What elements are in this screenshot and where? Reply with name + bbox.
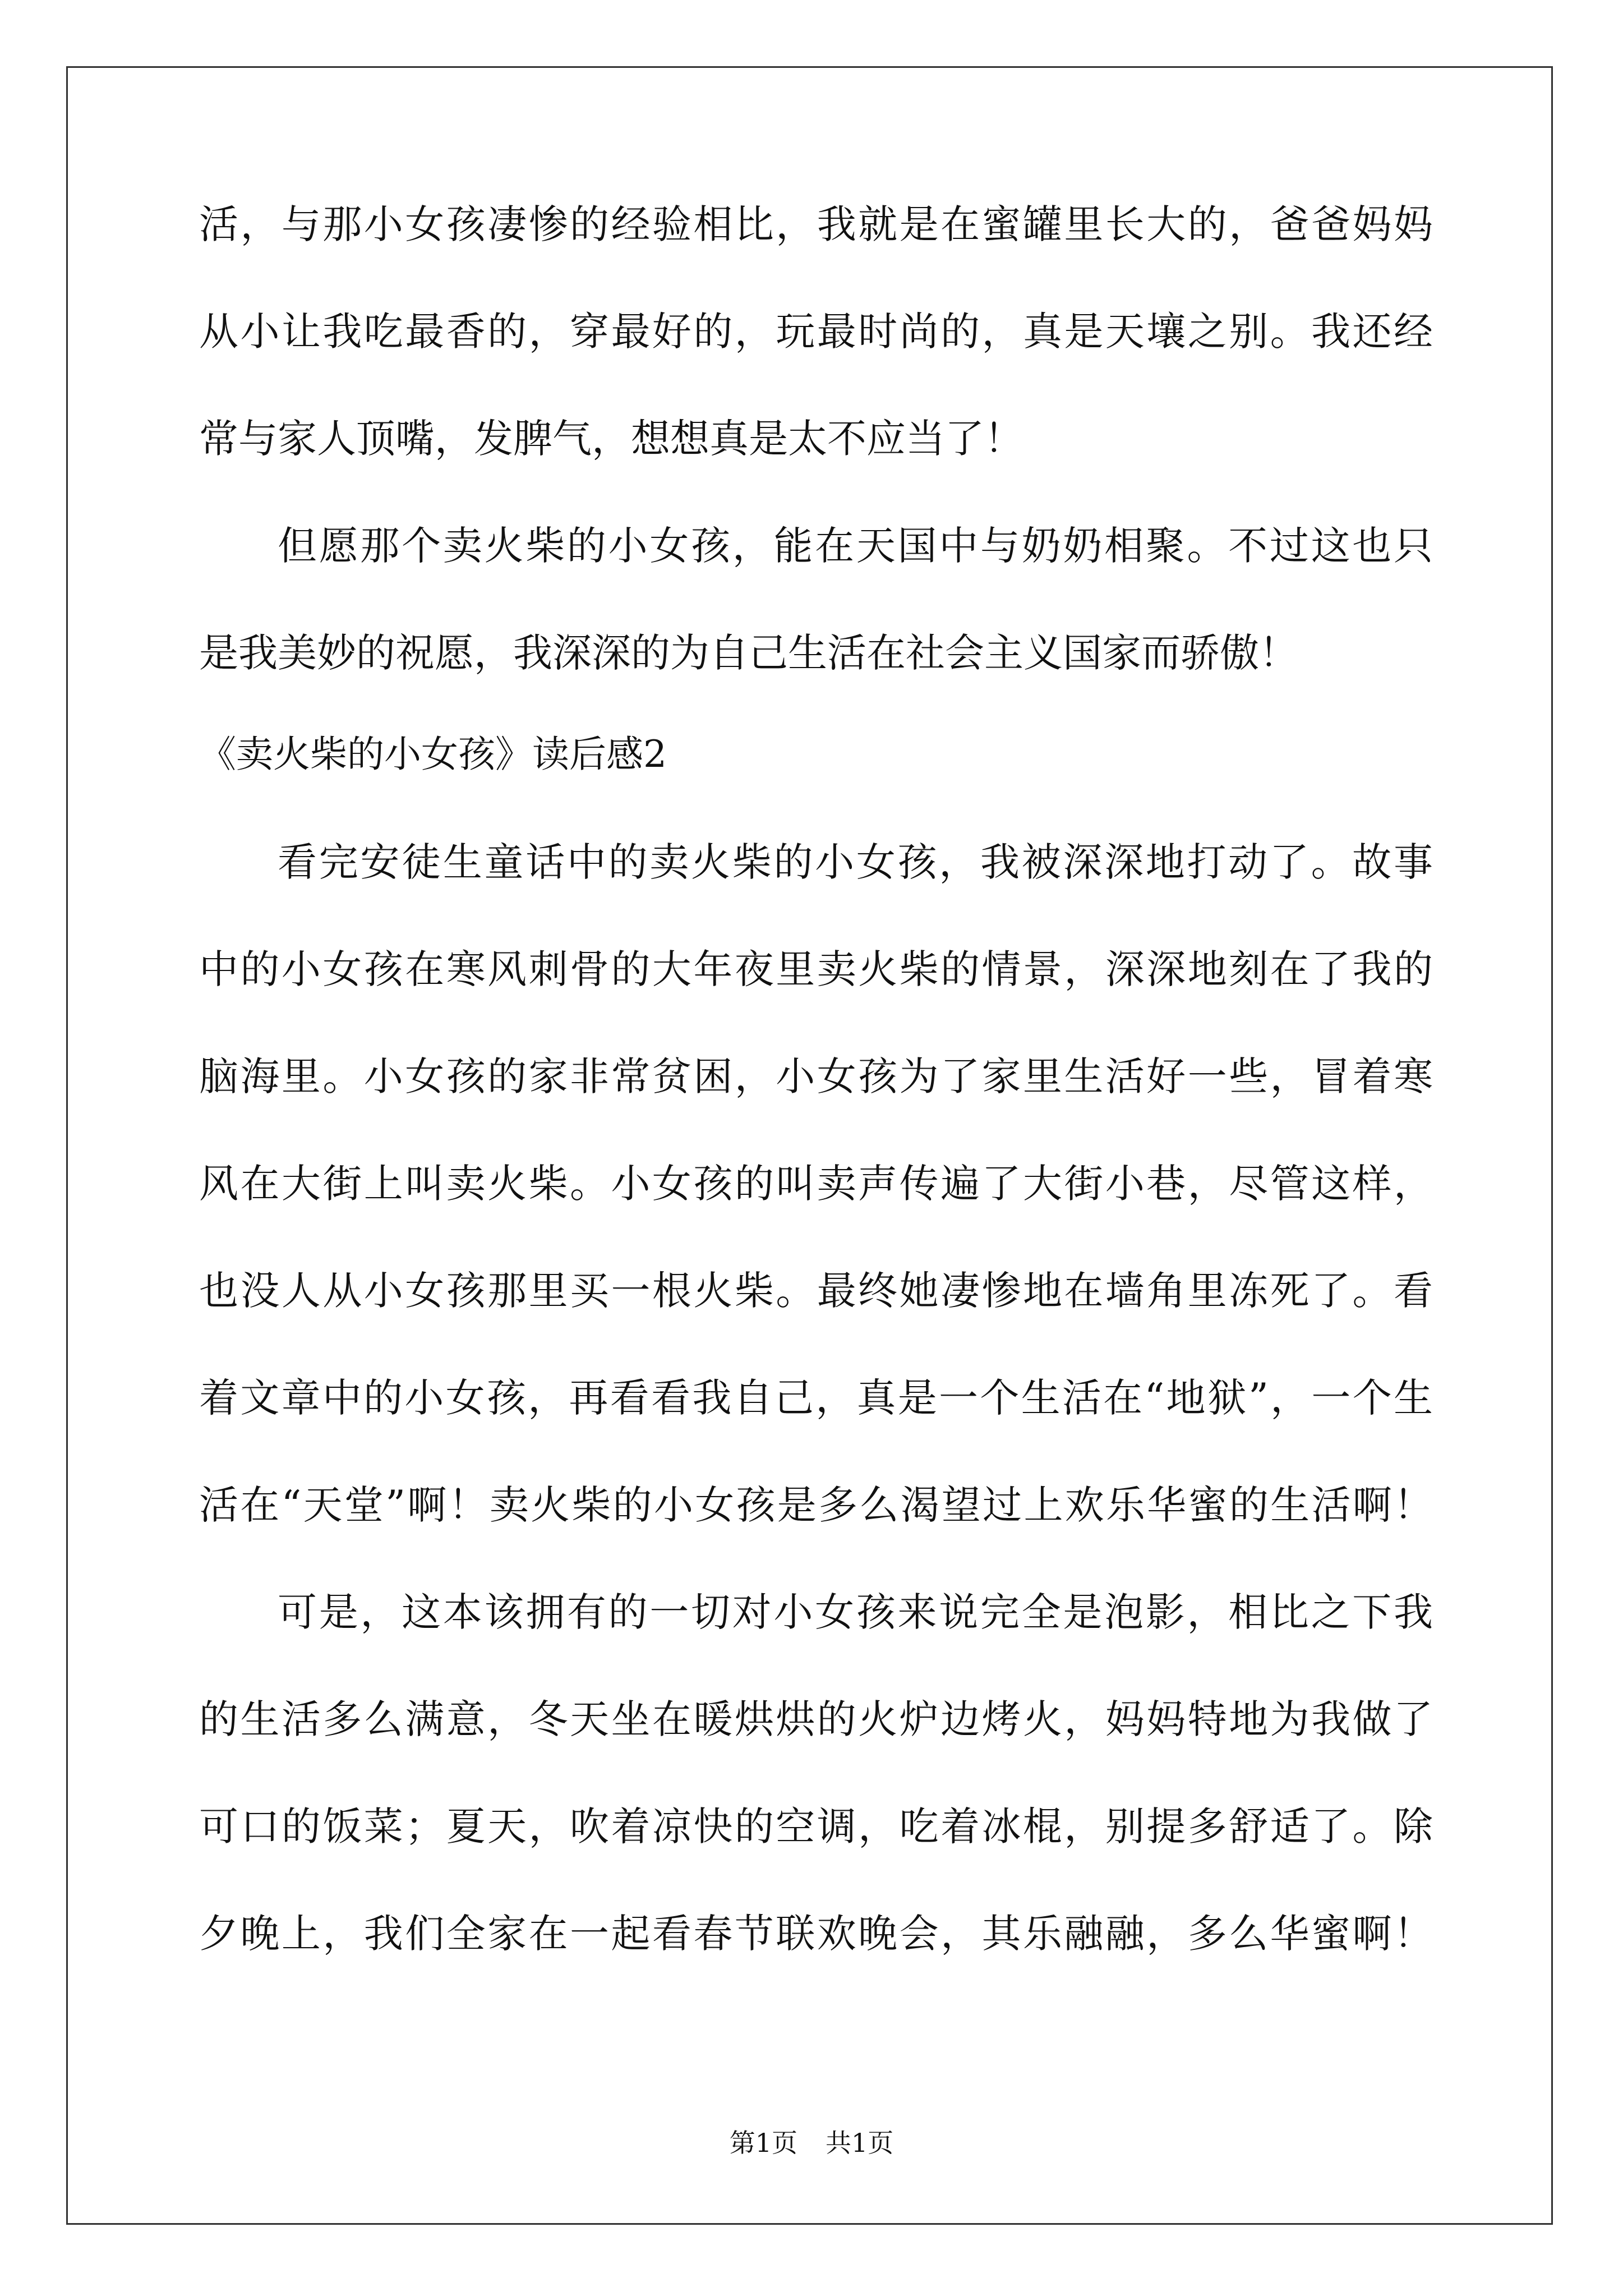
text-line-10: 风在大街上叫卖火柴。小女孩的叫卖声传遍了大街小巷，尽管这样，	[199, 1161, 1433, 1207]
text-line-1: 活，与那小女孩凄惨的经验相比，我就是在蜜罐里长大的，爸爸妈妈	[199, 201, 1433, 247]
page-footer	[0, 2126, 1623, 2160]
page-number: 第1页	[729, 2128, 797, 2158]
text-line-7: 看完安徒生童话中的卖火柴的小女孩，我被深深地打动了。故事	[278, 839, 1433, 885]
text-line-8: 中的小女孩在寒风刺骨的大年夜里卖火柴的情景，深深地刻在了我的	[199, 946, 1433, 992]
section-heading: 《卖火柴的小女孩》读后感2	[199, 733, 667, 776]
text-line-15: 的生活多么满意，冬天坐在暖烘烘的火炉边烤火，妈妈特地为我做了	[199, 1696, 1433, 1742]
text-line-9: 脑海里。小女孩的家非常贫困，小女孩为了家里生活好一些，冒着寒	[199, 1053, 1433, 1099]
text-line-13: 活在“天堂”啊！卖火柴的小女孩是多么渴望过上欢乐华蜜的生活啊！	[199, 1482, 1433, 1528]
text-line-16: 可口的饭菜；夏天，吹着凉快的空调，吃着冰棍，别提多舒适了。除	[199, 1803, 1433, 1849]
text-line-17: 夕晚上，我们全家在一起看春节联欢晚会，其乐融融，多么华蜜啊！	[199, 1911, 1433, 1957]
text-line-14: 可是，这本该拥有的一切对小女孩来说完全是泡影，相比之下我	[278, 1589, 1433, 1635]
text-line-4: 但愿那个卖火柴的小女孩，能在天国中与奶奶相聚。不过这也只	[278, 523, 1433, 569]
text-line-2: 从小让我吃最香的，穿最好的，玩最时尚的，真是天壤之别。我还经	[199, 309, 1433, 355]
text-line-11: 也没人从小女孩那里买一根火柴。最终她凄惨地在墙角里冻死了。看	[199, 1268, 1433, 1314]
text-line-3: 常与家人顶嘴，发脾气，想想真是太不应当了！	[199, 416, 1023, 462]
text-line-12: 着文章中的小女孩，再看看我自己，真是一个生活在“地狱”，一个生	[199, 1375, 1433, 1421]
page-total: 共1页	[826, 2128, 894, 2158]
text-line-5: 是我美妙的祝愿，我深深的为自己生活在社会主义国家而骄傲！	[199, 630, 1298, 676]
